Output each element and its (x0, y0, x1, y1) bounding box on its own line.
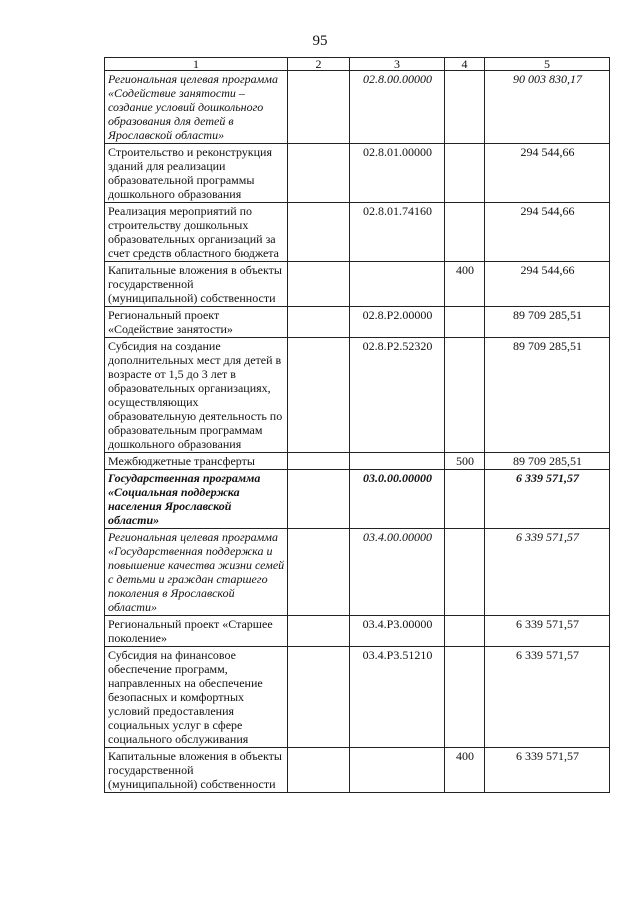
row-col2-cell (288, 616, 350, 647)
row-code-cell: 02.8.Р2.00000 (350, 307, 445, 338)
row-expense-type-cell (445, 71, 485, 144)
column-header: 4 (445, 58, 485, 71)
row-amount-cell: 6 339 571,57 (485, 748, 610, 793)
row-amount-cell: 294 544,66 (485, 144, 610, 203)
row-col2-cell (288, 203, 350, 262)
row-expense-type-cell (445, 647, 485, 748)
table-row (105, 453, 610, 470)
row-expense-type-cell (445, 203, 485, 262)
row-expense-type-cell (445, 616, 485, 647)
column-header: 3 (350, 58, 445, 71)
table-header-row (105, 58, 610, 71)
row-name-cell: Капитальные вложения в объекты государственной (муниципальной) собственности (105, 748, 288, 793)
row-col2-cell (288, 529, 350, 616)
row-code-cell: 02.8.Р2.52320 (350, 338, 445, 453)
row-name-cell: Капитальные вложения в объекты государственной (муниципальной) собственности (105, 262, 288, 307)
row-col2-cell (288, 144, 350, 203)
page-number: 95 (312, 33, 328, 49)
row-name-cell: Реализация мероприятий по строительству дошкольных образовательных организаций за счет средств областного бюджета (105, 203, 288, 262)
row-amount-cell: 294 544,66 (485, 262, 610, 307)
row-amount-cell: 89 709 285,51 (485, 338, 610, 453)
row-name-cell: Субсидия на финансовое обеспечение программ, направленных на обеспечение безопасных и комфортных условий предоставления социальных услуг в сфере социального обслуживания (105, 647, 288, 748)
row-code-cell: 02.8.00.00000 (350, 71, 445, 144)
row-expense-type-cell (445, 529, 485, 616)
row-name-cell: Региональный проект «Содействие занятости» (105, 307, 288, 338)
table-row (105, 144, 610, 203)
row-expense-type-cell (445, 307, 485, 338)
table-row (105, 470, 610, 529)
row-col2-cell (288, 307, 350, 338)
table-row (105, 307, 610, 338)
row-expense-type-cell: 500 (445, 453, 485, 470)
row-col2-cell (288, 453, 350, 470)
row-code-cell: 03.4.Р3.00000 (350, 616, 445, 647)
row-code-cell: 03.4.Р3.51210 (350, 647, 445, 748)
row-col2-cell (288, 71, 350, 144)
row-amount-cell: 6 339 571,57 (485, 616, 610, 647)
row-name-cell: Региональная целевая программа «Государственная поддержка и повышение качества жизни семей с детьми и граждан старшего поколения в Ярославской области» (105, 529, 288, 616)
column-header: 1 (105, 58, 288, 71)
row-code-cell: 02.8.01.74160 (350, 203, 445, 262)
row-col2-cell (288, 262, 350, 307)
row-expense-type-cell: 400 (445, 748, 485, 793)
row-col2-cell (288, 470, 350, 529)
row-name-cell: Субсидия на создание дополнительных мест для детей в возрасте от 1,5 до 3 лет в образовательных организациях, осуществляющих образовательную деятельность по образовательным программам дошкольного образования (105, 338, 288, 453)
row-code-cell (350, 453, 445, 470)
row-code-cell (350, 748, 445, 793)
table-body (105, 71, 610, 793)
row-amount-cell: 6 339 571,57 (485, 529, 610, 616)
table-row (105, 338, 610, 453)
row-amount-cell: 89 709 285,51 (485, 453, 610, 470)
table-row (105, 529, 610, 616)
row-name-cell: Региональная целевая программа «Содействие занятости – создание условий дошкольного образования для детей в Ярославской области» (105, 71, 288, 144)
row-name-cell: Строительство и реконструкция зданий для реализации образовательной программы дошкольного образования (105, 144, 288, 203)
row-amount-cell: 294 544,66 (485, 203, 610, 262)
row-amount-cell: 90 003 830,17 (485, 71, 610, 144)
table-row (105, 71, 610, 144)
table-row (105, 616, 610, 647)
table-row (105, 262, 610, 307)
row-col2-cell (288, 338, 350, 453)
row-code-cell: 03.0.00.00000 (350, 470, 445, 529)
row-expense-type-cell (445, 144, 485, 203)
row-name-cell: Региональный проект «Старшее поколение» (105, 616, 288, 647)
row-amount-cell: 6 339 571,57 (485, 470, 610, 529)
row-expense-type-cell (445, 470, 485, 529)
row-col2-cell (288, 748, 350, 793)
table-row (105, 647, 610, 748)
row-expense-type-cell: 400 (445, 262, 485, 307)
column-header: 5 (485, 58, 610, 71)
table-row (105, 203, 610, 262)
row-expense-type-cell (445, 338, 485, 453)
row-code-cell (350, 262, 445, 307)
table-row (105, 748, 610, 793)
row-amount-cell: 6 339 571,57 (485, 647, 610, 748)
row-code-cell: 02.8.01.00000 (350, 144, 445, 203)
budget-table (104, 57, 610, 793)
row-col2-cell (288, 647, 350, 748)
row-code-cell: 03.4.00.00000 (350, 529, 445, 616)
row-name-cell: Межбюджетные трансферты (105, 453, 288, 470)
column-header: 2 (288, 58, 350, 71)
row-name-cell: Государственная программа «Социальная поддержка населения Ярославской области» (105, 470, 288, 529)
row-amount-cell: 89 709 285,51 (485, 307, 610, 338)
